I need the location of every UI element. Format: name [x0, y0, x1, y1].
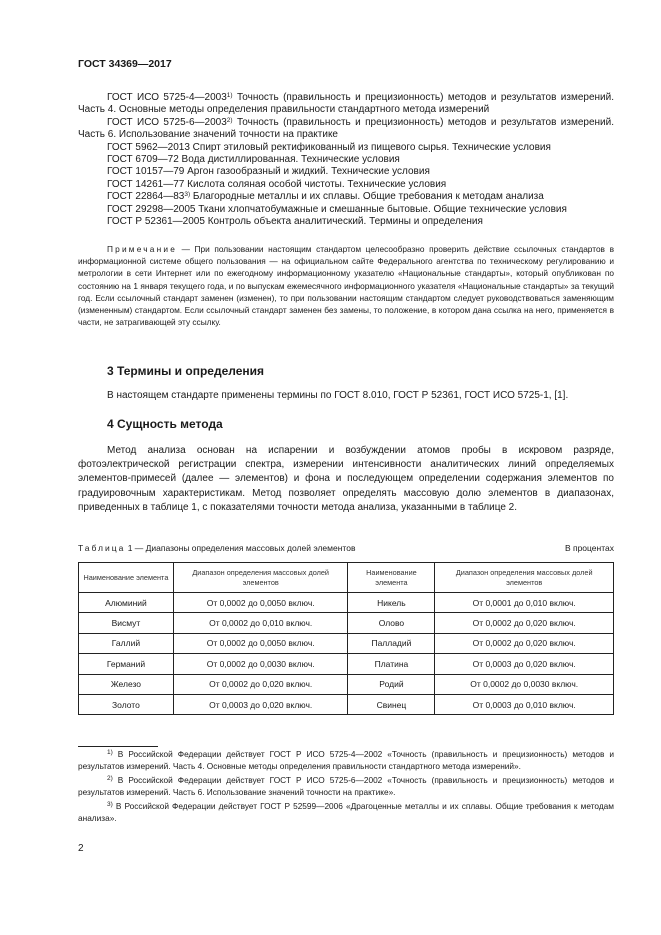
footnote-mark: 2): [107, 775, 113, 783]
table-cell: Галлий: [79, 633, 174, 653]
column-header: Диапазон определения массовых долей элементов: [173, 563, 348, 593]
table-cell: Палладий: [348, 633, 435, 653]
table-cell: Висмут: [79, 613, 174, 633]
table-cell: Золото: [79, 694, 174, 714]
reference-code: ГОСТ ИСО 5725-4—2003: [107, 92, 227, 103]
reference-code: ГОСТ ИСО 5725-6—2003: [107, 116, 227, 128]
footnotes: [78, 749, 614, 828]
section-4-text: Метод анализа основан на испарении и возбуждении атомов пробы в искровом разряде, фотоэлектрической регистрации спектра, измерении интенсивности аналитических линий определяемых элементов-примесей (далее — элементов) и фона и последующем определении содержания элементов по градуировочным характеристикам. Метод позволяет определять массовую долю элементов в диапазонах, приведенных в таблице 1, с показателями точности метода анализа, указанными в таблице 2.: [78, 445, 614, 513]
table-cell: От 0,0003 до 0,020 включ.: [173, 694, 348, 714]
table-cell: От 0,0002 до 0,020 включ.: [435, 613, 614, 633]
table-cell: От 0,0001 до 0,010 включ.: [435, 593, 614, 613]
table-row: [79, 674, 614, 694]
footnote-mark: 3): [184, 191, 191, 199]
note-text: — При пользовании настоящим стандартом целесообразно проверить действие ссылочных стандартов в информационной системе общего пользования — на официальном сайте Федерального агентства по техническому регулированию и метрологии в сети Интернет или по ежегодному информационному указателю «Национальные стандарты», который опубликован по состоянию на 1 января текущего года, и по выпускам ежемесячного информационного указателя «Национальные стандарты» за текущий год. Если ссылочный стандарт заменен (изменен), то при пользовании настоящим стандартом следует руководствоваться заменяющим (измененным) стандартом. Если ссылочный стандарт заменен без замены, то положение, в котором дана ссылка на него, применяется в части, не затрагивающей эту ссылку.: [78, 244, 614, 328]
table-caption-text: 1 — Диапазоны определения массовых долей элементов: [125, 543, 356, 553]
table-cell: Германий: [79, 654, 174, 674]
reference-item: ГОСТ Р 52361—2005 Контроль объекта аналитический. Термины и определения: [107, 216, 483, 228]
table-cell: Платина: [348, 654, 435, 674]
note-paragraph: [78, 243, 614, 328]
reference-item: ГОСТ 14261—77 Кислота соляная особой чистоты. Технические условия: [107, 178, 447, 190]
table-caption: [78, 543, 614, 553]
table-row: [79, 613, 614, 633]
footnote-text: В Российской Федерации действует ГОСТ Р ИСО 5725-4—2002 «Точность (правильность и прецизионность) методов и результатов измерений. Часть 4. Основные методы определения правильности стандартного метода измерений».: [78, 749, 614, 771]
reference-title: Благородные металлы и их сплавы. Общие требования к методам анализа: [190, 191, 544, 203]
reference-item: ГОСТ 5962—2013 Спирт этиловый ректификованный из пищевого сырья. Технические условия: [107, 141, 551, 153]
reference-code: ГОСТ 22864—83: [107, 191, 185, 203]
page-number: 2: [78, 843, 84, 854]
element-ranges-table: [78, 562, 614, 715]
footnote: [78, 749, 614, 772]
footnote-mark: 2): [226, 116, 233, 124]
footnote-divider: [78, 746, 158, 747]
table-cell: От 0,0003 до 0,010 включ.: [435, 694, 614, 714]
table-row: [79, 593, 614, 613]
table-row: [79, 633, 614, 653]
table-cell: От 0,0003 до 0,020 включ.: [435, 654, 614, 674]
note-label: Примечание: [107, 244, 178, 254]
footnote: [78, 775, 614, 798]
table-caption-label: Таблица: [78, 543, 126, 553]
footnote-text: В Российской Федерации действует ГОСТ Р 52599—2006 «Драгоценные металлы и их сплавы. Общие требования к методам анализа».: [78, 801, 614, 823]
footnote-mark: 3): [107, 801, 113, 809]
table-row: [79, 694, 614, 714]
footnote-mark: 1): [107, 749, 113, 756]
table-cell: Свинец: [348, 694, 435, 714]
table-header-row: [79, 563, 614, 593]
column-header: Диапазон определения массовых долей элементов: [435, 563, 614, 593]
section-4-heading: 4 Сущность метода: [107, 417, 223, 431]
column-header: Наименование элемента: [348, 563, 435, 593]
table-cell: От 0,0002 до 0,020 включ.: [435, 633, 614, 653]
footnote: [78, 801, 614, 824]
reference-item: [78, 117, 614, 142]
reference-item: ГОСТ 10157—79 Аргон газообразный и жидкий. Технические условия: [107, 166, 430, 178]
table-cell: От 0,0002 до 0,0030 включ.: [173, 654, 348, 674]
footnote-mark: 1): [226, 92, 233, 99]
table-cell: От 0,0002 до 0,020 включ.: [173, 674, 348, 694]
reference-item: ГОСТ 29298—2005 Ткани хлопчатобумажные и смешанные бытовые. Общие технические условия: [107, 203, 567, 215]
table-cell: От 0,0002 до 0,010 включ.: [173, 613, 348, 633]
section-3-text: В настоящем стандарте применены термины по ГОСТ 8.010, ГОСТ Р 52361, ГОСТ ИСО 5725-1, [1].: [107, 390, 569, 401]
section-3-heading: 3 Термины и определения: [107, 364, 265, 378]
reference-item: ГОСТ 6709—72 Вода дистиллированная. Технические условия: [107, 154, 400, 166]
table-unit: В процентах: [564, 543, 614, 553]
footnote-text: В Российской Федерации действует ГОСТ Р ИСО 5725-6—2002 «Точность (правильность и прецизионность) методов и результатов измерений. Часть 6. Использование значений точности на практике».: [78, 775, 614, 797]
table-row: [79, 654, 614, 674]
table-cell: От 0,0002 до 0,0050 включ.: [173, 633, 348, 653]
reference-item: [78, 92, 614, 117]
normative-references: [78, 92, 614, 228]
table-cell: Алюминий: [79, 593, 174, 613]
document-header: ГОСТ 34369—2017: [78, 58, 172, 70]
table-cell: Олово: [348, 613, 435, 633]
table-cell: От 0,0002 до 0,0050 включ.: [173, 593, 348, 613]
table-cell: От 0,0002 до 0,0030 включ.: [435, 674, 614, 694]
reference-item: [78, 191, 614, 203]
table-cell: Железо: [79, 674, 174, 694]
reference-title: Точность (правильность и прецизионность) методов и результатов измерений. Часть 4. Основные методы определения правильности стандартного метода измерений: [78, 92, 614, 116]
table-cell: Никель: [348, 593, 435, 613]
table-cell: Родий: [348, 674, 435, 694]
column-header: Наименование элемента: [79, 563, 174, 593]
reference-title: Точность (правильность и прецизионность) методов и результатов измерений. Часть 6. Использование значений точности на практике: [78, 116, 614, 141]
